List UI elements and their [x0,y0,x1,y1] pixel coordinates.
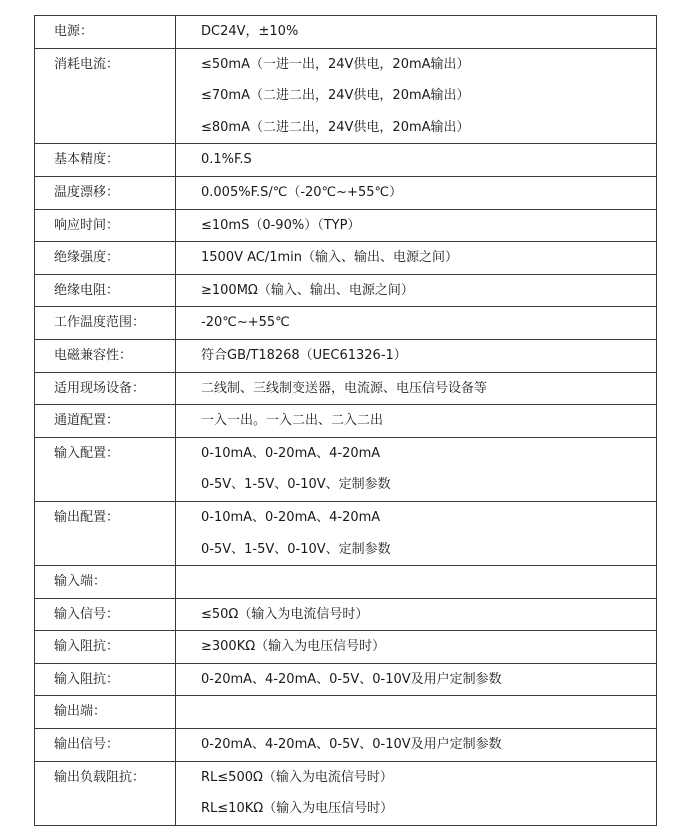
spec-value-line: 0-20mA、4-20mA、0-5V、0-10V及用户定制参数 [201,737,502,753]
spec-value-line: 1500V AC/1min（输入、输出、电源之间） [201,250,459,266]
spec-value [176,372,657,405]
spec-row [35,176,657,209]
spec-label: 电磁兼容性： [35,339,176,372]
spec-row [35,372,657,405]
spec-row [35,631,657,664]
spec-row [35,696,657,729]
spec-value [176,242,657,275]
spec-label: 输出信号： [35,729,176,762]
spec-value [176,405,657,438]
spec-value [176,274,657,307]
spec-value [176,598,657,631]
spec-value [176,663,657,696]
spec-row [35,761,657,825]
spec-value-line: ≤80mA（二进二出，24V供电，20mA输出） [201,119,470,135]
spec-value [176,16,657,49]
spec-value-line: RL≤500Ω（输入为电流信号时） [201,769,393,785]
spec-value-line: DC24V，±10% [201,24,299,39]
spec-table-body [35,16,657,826]
spec-label: 输入端： [35,566,176,599]
spec-value [176,307,657,340]
spec-value-line: ≤50mA（一进一出，24V供电，20mA输出） [201,56,470,72]
spec-table [34,15,657,826]
spec-row [35,566,657,599]
spec-value [176,176,657,209]
spec-value-line: 0-5V、1-5V、0-10V、定制参数 [201,541,391,557]
spec-value [176,209,657,242]
spec-label: 电源： [35,16,176,49]
spec-row [35,242,657,275]
spec-row [35,598,657,631]
spec-value [176,761,657,825]
spec-value-line: 0.1%F.S [201,152,252,168]
spec-value [176,437,657,501]
spec-label: 输出配置： [35,501,176,565]
spec-value [176,566,657,599]
spec-value-line: 0-20mA、4-20mA、0-5V、0-10V及用户定制参数 [201,671,502,687]
spec-row [35,501,657,565]
spec-value [176,729,657,762]
spec-value [176,501,657,565]
spec-value-empty [201,696,656,728]
spec-row [35,209,657,242]
spec-label: 绝缘电阻： [35,274,176,307]
spec-label: 响应时间： [35,209,176,242]
spec-row [35,307,657,340]
spec-row [35,144,657,177]
spec-label: 通道配置： [35,405,176,438]
spec-label: 基本精度： [35,144,176,177]
spec-row [35,729,657,762]
spec-value [176,631,657,664]
spec-value-line: 二线制、三线制变送器，电流源、电压信号设备等 [201,380,488,396]
spec-label: 温度漂移： [35,176,176,209]
spec-row [35,16,657,49]
spec-value-line: RL≤10KΩ（输入为电压信号时） [201,801,394,817]
spec-row [35,405,657,438]
spec-value [176,696,657,729]
spec-label: 适用现场设备： [35,372,176,405]
spec-row [35,48,657,144]
spec-value-empty [201,566,656,598]
spec-value-line: 符合GB/T18268（UEC61326-1） [201,347,407,363]
spec-value-line: ≤10mS（0-90%）（TYP） [201,217,361,233]
spec-value-line: ≥300KΩ（输入为电压信号时） [201,639,386,655]
spec-value-line: 一入一出。一入二出、二入二出 [201,413,384,429]
spec-label: 输入信号： [35,598,176,631]
spec-label: 工作温度范围： [35,307,176,340]
spec-value [176,144,657,177]
spec-label: 消耗电流： [35,48,176,144]
spec-label: 绝缘强度： [35,242,176,275]
spec-value-line: 0-10mA、0-20mA、4-20mA [201,509,381,525]
spec-row [35,339,657,372]
spec-label: 输出负载阻抗： [35,761,176,825]
spec-label: 输入配置： [35,437,176,501]
spec-label: 输入阻抗： [35,663,176,696]
spec-row [35,274,657,307]
spec-value [176,339,657,372]
spec-label: 输入阻抗： [35,631,176,664]
spec-label: 输出端： [35,696,176,729]
spec-value-line: ≤70mA（二进二出，24V供电，20mA输出） [201,88,470,104]
spec-value-line: -20℃~+55℃ [201,315,290,331]
spec-value [176,48,657,144]
spec-value-line: ≤50Ω（输入为电流信号时） [201,606,369,622]
spec-row [35,663,657,696]
spec-value-line: 0-10mA、0-20mA、4-20mA [201,445,381,461]
spec-value-line: 0-5V、1-5V、0-10V、定制参数 [201,477,391,493]
spec-row [35,437,657,501]
spec-value-line: 0.005%F.S/℃（-20℃~+55℃） [201,184,403,200]
spec-value-line: ≥100MΩ（输入、输出、电源之间） [201,282,414,298]
